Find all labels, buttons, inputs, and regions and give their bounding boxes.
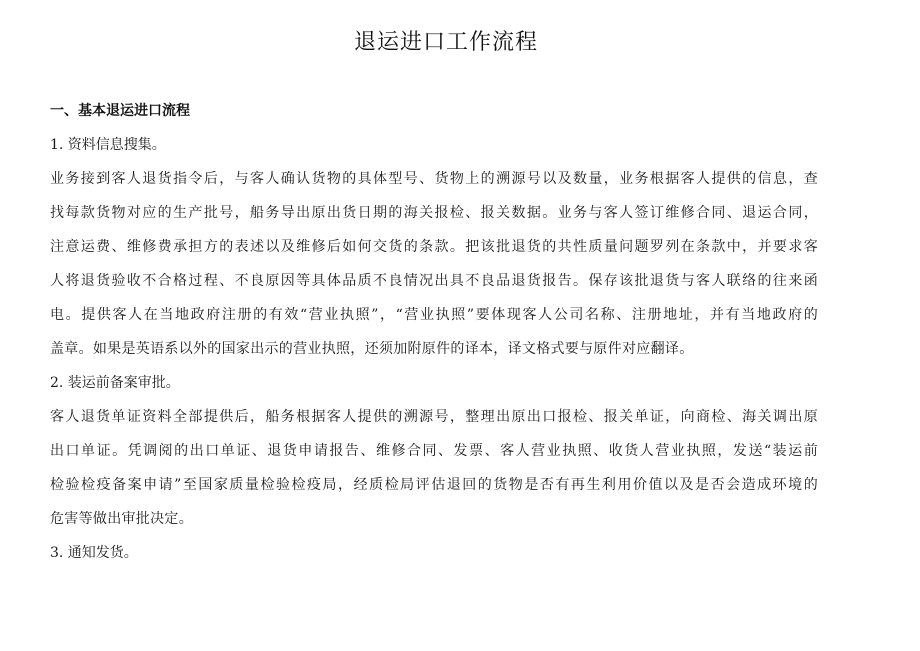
paragraph-line: 业务接到客人退货指令后，与客人确认货物的具体型号、货物上的溯源号以及数量，业务根据客人提供的信息，查	[50, 171, 818, 187]
item-heading-1: 1. 资料信息搜集。	[50, 137, 166, 153]
paragraph-line: 人将退货验收不合格过程、不良原因等具体品质不良情况出具不良品退货报告。保存该批退货与客人联络的往来函	[50, 273, 818, 289]
paragraph-line: 检验检疫备案申请”至国家质量检验检疫局，经质检局评估退回的货物是否有再生利用价值以及是否会造成环境的	[50, 477, 818, 493]
paragraph-line: 客人退货单证资料全部提供后，船务根据客人提供的溯源号，整理出原出口报检、报关单证，向商检、海关调出原	[50, 409, 818, 425]
paragraph-line: 电。提供客人在当地政府注册的有效“营业执照”，“营业执照”要体现客人公司名称、注册地址，并有当地政府的	[50, 307, 818, 323]
paragraph-line: 危害等做出审批决定。	[50, 511, 193, 527]
item-heading-2: 2. 装运前备案审批。	[50, 375, 180, 391]
paragraph-line: 出口单证。凭调阅的出口单证、退货申请报告、维修合同、发票、客人营业执照、收货人营业执照，发送“装运前	[50, 443, 818, 459]
document-title: 退运进口工作流程	[353, 30, 538, 55]
item-paragraph-1	[50, 162, 818, 366]
item-heading-3: 3. 通知发货。	[50, 545, 138, 561]
section-heading: 一、基本退运进口流程	[50, 103, 190, 119]
paragraph-line: 注意运费、维修费承担方的表述以及维修后如何交货的条款。把该批退货的共性质量问题罗列在条款中，并要求客	[50, 239, 818, 255]
paragraph-line: 找每款货物对应的生产批号，船务导出原出货日期的海关报检、报关数据。业务与客人签订维修合同、退运合同，	[50, 205, 818, 221]
item-paragraph-2	[50, 400, 818, 536]
paragraph-line: 盖章。如果是英语系以外的国家出示的营业执照，还须加附原件的译本，译文格式要与原件对应翻译。	[50, 341, 694, 357]
